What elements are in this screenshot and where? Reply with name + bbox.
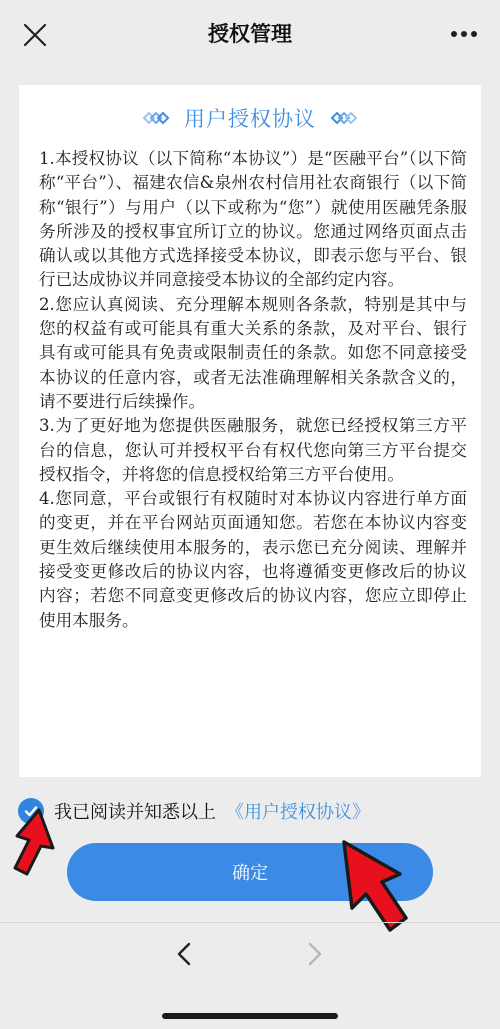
agreement-header xyxy=(19,101,481,135)
agreement-link[interactable]: 《用户授权协议》 xyxy=(226,802,370,823)
page-title: 授权管理 xyxy=(208,22,292,46)
navbar xyxy=(0,0,500,68)
agreement-body xyxy=(39,147,467,777)
agreement-paragraph: 3.为了更好地为您提供医融服务，就您已经授权第三方平台的信息，您认可并授权平台有权代您向第三方平台提交授权指令，并将您的信息授权给第三方平台使用。 xyxy=(39,416,467,484)
diamond-decoration-icon xyxy=(330,110,360,126)
home-indicator xyxy=(162,1013,338,1019)
agreement-paragraph: 2.您应认真阅读、充分理解本规则各条款，特别是其中与您的权益有或可能具有重大关系的条款，及对平台、银行具有或可能具有免责或限制责任的条款。如您不同意接受本协议的任意内容，或者无法准确理解相关条款含义的，请不要进行后续操作。 xyxy=(39,294,467,411)
agreement-paragraph: 4.您同意，平台或银行有权随时对本协议内容进行单方面的变更，并在平台网站页面通知您。若您在本协议内容变更生效后继续使用本服务的，表示您已充分阅读、理解并接受变更修改后的协议内容，也将遵循变更修改后的协议内容；若您不同意变更修改后的协议内容，您应立即停止使用本服务。 xyxy=(39,489,467,630)
chevron-left-icon[interactable] xyxy=(174,941,194,967)
agreement-paragraph: 1.本授权协议（以下简称“本协议”）是“医融平台”（以下简称“平台”）、福建农信&泉州农村信用社农商银行（以下简称“银行”）与用户（以下或称为“您”）就使用医融凭条服务所涉及的授权事宜所订立的协议。您通过网络页面点击确认或以其他方式选择接受本协议，即表示您与平台、银行已达成协议并同意接受本协议的全部约定内容。 xyxy=(39,149,467,290)
consent-row xyxy=(18,796,370,826)
bottom-divider xyxy=(0,922,500,923)
diamond-decoration-icon xyxy=(140,110,170,126)
chevron-right-icon[interactable] xyxy=(305,941,325,967)
confirm-button[interactable]: 确定 xyxy=(67,843,433,901)
red-arrow-pointer-icon xyxy=(3,808,55,878)
consent-text: 我已阅读并知悉以上 xyxy=(54,802,216,823)
more-icon[interactable] xyxy=(450,30,478,38)
agreement-title: 用户授权协议 xyxy=(184,107,316,131)
agreement-card[interactable] xyxy=(19,85,481,777)
red-arrow-pointer-icon xyxy=(338,838,412,933)
